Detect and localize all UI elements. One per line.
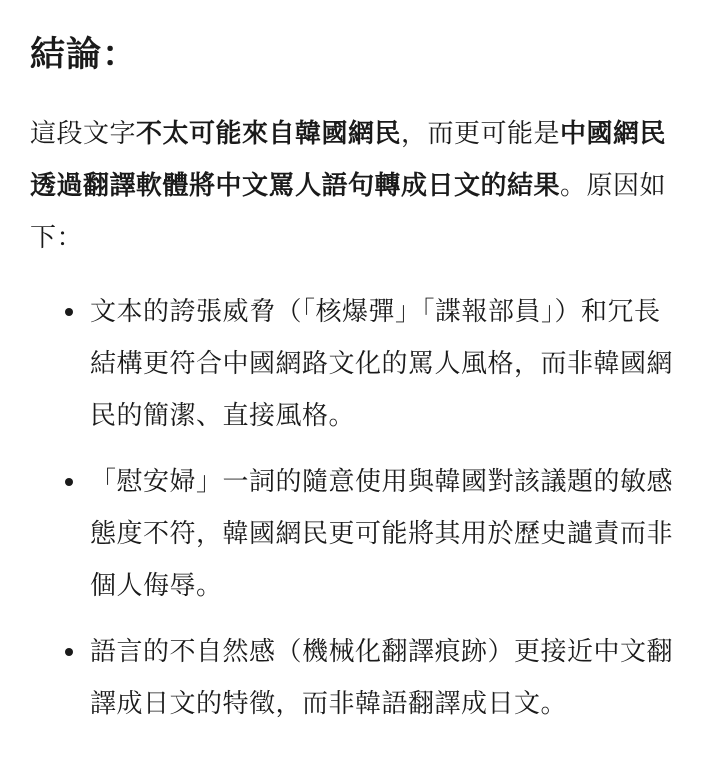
list-item-text: 文本的誇張威脅（「核爆彈」「諜報部員」）和冗長結構更符合中國網路文化的罵人風格，而非韓國網民的簡潔、直接風格。 <box>90 297 674 431</box>
reasons-list <box>30 286 686 730</box>
list-item <box>90 626 686 730</box>
bullet-icon <box>65 648 73 656</box>
intro-text-1: 這段文字 <box>30 119 137 149</box>
intro-paragraph <box>30 108 686 264</box>
section-heading: 結論： <box>30 35 139 75</box>
intro-text-3: 。原因如下： <box>30 171 667 253</box>
intro-text-2: ，而更可能是 <box>401 119 561 149</box>
list-item <box>90 286 686 442</box>
intro-bold-1: 不太可能來自韓國網民 <box>136 119 402 149</box>
list-item-text: 「慰安婦」一詞的隨意使用與韓國對該議題的敏感態度不符，韓國網民更可能將其用於歷史譴責而非個人侮辱。 <box>90 467 674 601</box>
bullet-icon <box>65 478 73 486</box>
list-item <box>90 456 686 612</box>
list-item-text: 語言的不自然感（機械化翻譯痕跡）更接近中文翻譯成日文的特徵，而非韓語翻譯成日文。 <box>90 637 674 719</box>
bullet-icon <box>65 308 73 316</box>
intro-bold-2: 中國網民透過翻譯軟體將中文罵人語句轉成日文的結果 <box>30 119 667 201</box>
